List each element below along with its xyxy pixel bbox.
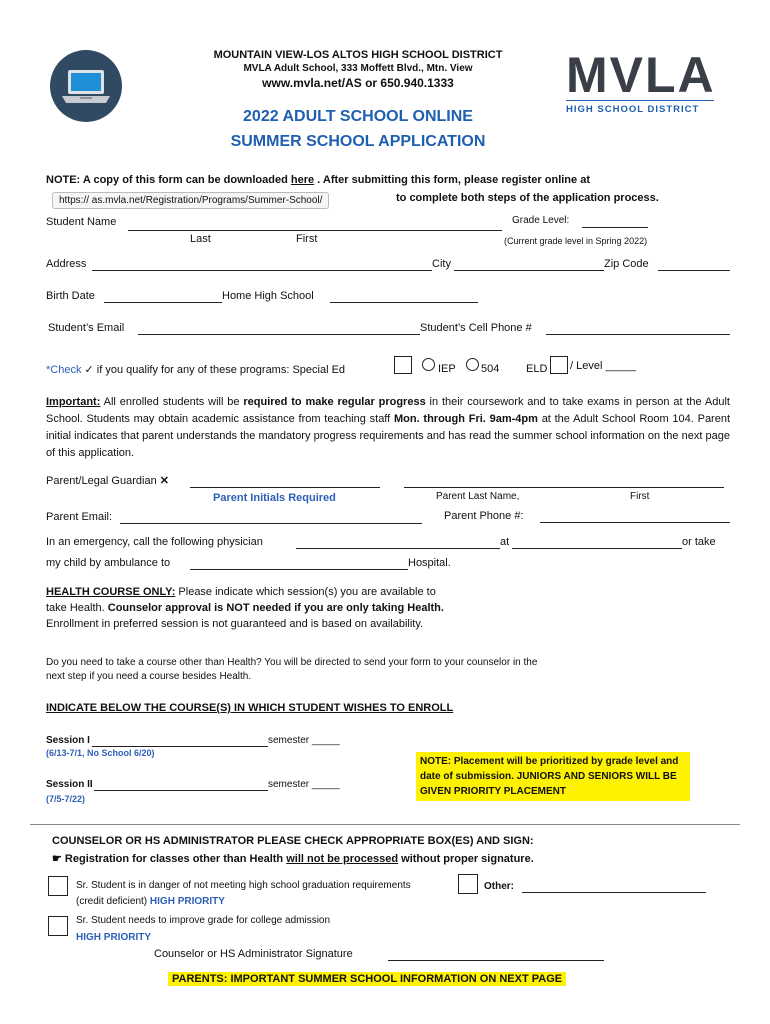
parent-phone-label: Parent Phone #: (444, 510, 524, 522)
address-label: Address (46, 258, 87, 270)
download-note: NOTE: A copy of this form can be downloaded here . After submitting this form, please register online at (46, 174, 590, 186)
note-line-2: to complete both steps of the application process. (396, 192, 659, 204)
zip-line[interactable] (658, 270, 730, 271)
health-paragraph: HEALTH COURSE ONLY: Please indicate which session(s) you are available to take Health. Counselor approval is NOT needed if you are only taking Health. Enrollment in preferred session is not guaranteed and is based on availability. (46, 586, 444, 630)
s504-radio[interactable] (466, 358, 479, 371)
eld-checkbox[interactable] (550, 356, 568, 374)
credit-deficient-checkbox[interactable] (48, 876, 68, 896)
ambulance-label: my child by ambulance to (46, 557, 171, 569)
session-1-label: Session I (46, 735, 90, 746)
pointing-hand-icon: ☛ (52, 853, 62, 865)
student-email-line[interactable] (138, 334, 420, 335)
address-line[interactable] (92, 270, 432, 271)
eld-level: / Level _____ (570, 360, 637, 372)
birth-date-line[interactable] (104, 302, 222, 303)
session-2-label: Session II (46, 779, 93, 790)
s504-label: 504 (481, 363, 500, 375)
grade-level-hint: (Current grade level in Spring 2022) (504, 236, 648, 246)
home-hs-label: Home High School (222, 290, 314, 302)
other-course-note: Do you need to take a course other than Health? You will be directed to send your form to your counselor in the next step if you need a course besides Health. (46, 657, 538, 682)
school-web: www.mvla.net/AS or 650.940.1333 (262, 76, 454, 90)
section-divider (30, 824, 740, 825)
grade-level-line[interactable] (582, 227, 648, 228)
form-title-2: SUMMER SCHOOL APPLICATION (230, 133, 486, 150)
student-cell-label: Student’s Cell Phone # (420, 322, 532, 334)
check-glyph: ✓ (84, 364, 94, 376)
physician-phone-line[interactable] (512, 548, 682, 549)
programs-label: *Check ✓ if you qualify for any of these programs: Special Ed (46, 364, 346, 376)
home-hs-line[interactable] (330, 302, 478, 303)
college-admission-checkbox[interactable] (48, 916, 68, 936)
placement-note: NOTE: Placement will be prioritized by grade level and date of submission. JUNIORS AND SENIORS WILL BE GIVEN PRIORITY PLACEMENT (416, 752, 690, 801)
city-label: City (432, 258, 451, 270)
signature-line[interactable] (388, 960, 604, 961)
student-email-label: Student’s Email (48, 322, 125, 334)
session-2-line[interactable] (94, 790, 268, 791)
school-address: MVLA Adult School, 333 Moffett Blvd., Mtn. View (243, 63, 473, 74)
important-paragraph: Important: All enrolled students will be required to make regular progress in their coursework and to take exams in person at the Adult School. Students may obtain academic assistance from teaching staff Mon. through Fri. 9am-4pm at the Adult School Room 104. Parent initial indicates that parent understands the mandatory progress requirements and has read the summer school information on the next page of this application. (46, 396, 731, 459)
session-1-semester: semester _____ (268, 735, 340, 746)
parent-email-label: Parent Email: (46, 511, 113, 523)
emergency-or-take: or take (682, 536, 716, 548)
eld-label: ELD (526, 363, 548, 375)
student-name-line[interactable] (128, 230, 502, 231)
initials-required: Parent Initials Required (213, 492, 336, 504)
session-1-dates: (6/13-7/1, No School 6/20) (46, 748, 155, 758)
other-label: Other: (484, 881, 514, 892)
iep-label: IEP (438, 363, 456, 375)
college-admission-text: Sr. Student needs to improve grade for college admission HIGH PRIORITY (76, 915, 331, 943)
parent-first-name-hint: First (630, 491, 650, 502)
courses-heading: INDICATE BELOW THE COURSE(S) IN WHICH STUDENT WISHES TO ENROLL (46, 702, 454, 714)
guardian-initials-line[interactable] (190, 487, 380, 488)
parent-phone-line[interactable] (540, 522, 730, 523)
download-link[interactable]: here (290, 174, 315, 186)
session-1-line[interactable] (92, 746, 268, 747)
hospital-line[interactable] (190, 569, 408, 570)
hospital-label: Hospital. (408, 557, 451, 569)
birth-date-label: Birth Date (46, 290, 95, 302)
special-ed-checkbox[interactable] (394, 356, 412, 374)
parent-name-line[interactable] (404, 487, 724, 488)
zip-label: Zip Code (604, 258, 649, 270)
session-2-dates: (7/5-7/22) (46, 794, 86, 804)
city-line[interactable] (454, 270, 604, 271)
other-checkbox[interactable] (458, 874, 478, 894)
mvla-logo (566, 47, 716, 115)
next-page-banner: PARENTS: IMPORTANT SUMMER SCHOOL INFORMATION ON NEXT PAGE (168, 972, 566, 986)
signature-label: Counselor or HS Administrator Signature (154, 948, 353, 960)
first-name-hint: First (296, 233, 318, 245)
parent-last-name-hint: Parent Last Name, (436, 491, 520, 502)
grade-level-label: Grade Level: (512, 215, 570, 226)
emergency-label: In an emergency, call the following physician (46, 536, 263, 548)
x-mark-icon: ✕ (159, 475, 169, 487)
form-title-1: 2022 ADULT SCHOOL ONLINE (243, 108, 473, 125)
parent-email-line[interactable] (120, 523, 422, 524)
counselor-heading: COUNSELOR OR HS ADMINISTRATOR PLEASE CHECK APPROPRIATE BOX(ES) AND SIGN: (52, 835, 534, 847)
other-line[interactable] (522, 892, 706, 893)
student-cell-line[interactable] (546, 334, 730, 335)
last-name-hint: Last (190, 233, 211, 245)
counselor-signature-note: ☛ Registration for classes other than Health will not be processed without proper signature. (52, 853, 534, 865)
credit-deficient-text: Sr. Student is in danger of not meeting high school graduation requirements (credit deficient) HIGH PRIORITY (76, 880, 411, 907)
guardian-label: Parent/Legal Guardian ✕ (46, 475, 169, 487)
iep-radio[interactable] (422, 358, 435, 371)
registration-url[interactable]: https:// as.mvla.net/Registration/Programs/Summer-School/ (52, 192, 329, 209)
student-name-label: Student Name (46, 216, 117, 228)
mvla-logo-sub: HIGH SCHOOL DISTRICT (566, 104, 700, 115)
district-name: MOUNTAIN VIEW-LOS ALTOS HIGH SCHOOL DISTRICT (213, 49, 503, 61)
mvla-logo-text: MVLA (566, 47, 716, 103)
physician-line[interactable] (296, 548, 500, 549)
emergency-at: at (500, 536, 510, 548)
session-2-semester: semester _____ (268, 779, 340, 790)
